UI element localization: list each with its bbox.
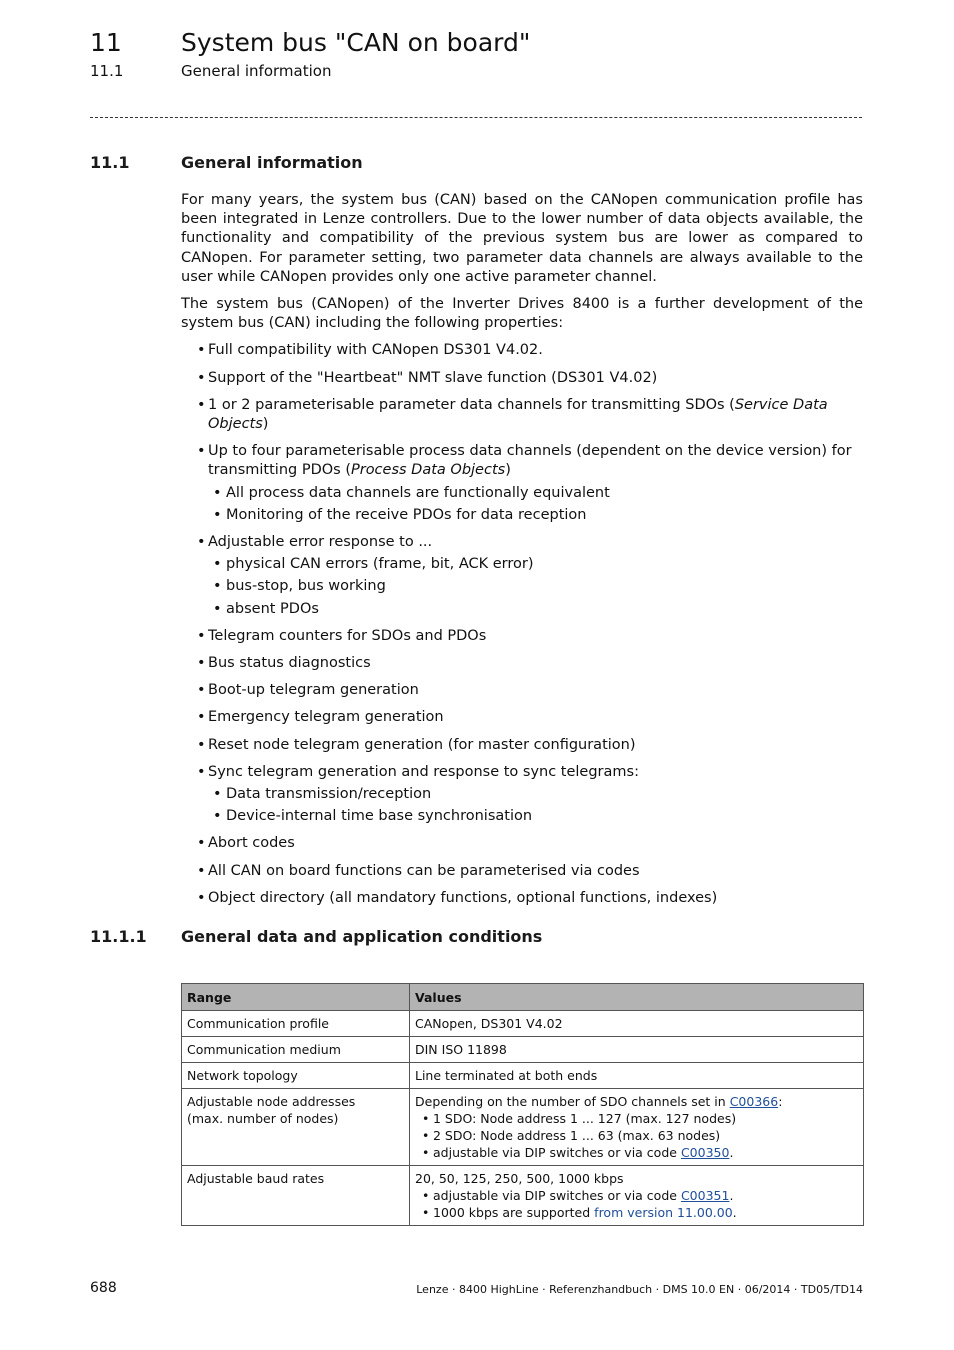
header-section-number: 11.1	[90, 62, 124, 80]
list-item: • Object directory (all mandatory functions, optional functions, indexes)	[181, 889, 863, 908]
section-title: General information	[181, 153, 363, 172]
code-link-c00351[interactable]: C00351	[680, 1188, 730, 1203]
range-cell: Communication profile	[182, 1011, 410, 1037]
list-item: • 1 or 2 parameterisable parameter data channels for transmitting SDOs (Service Data Objects)	[181, 396, 863, 434]
subsection-number: 11.1.1	[90, 927, 147, 946]
table-header-row	[182, 984, 864, 1011]
range-cell: Network topology	[182, 1063, 410, 1089]
version-link[interactable]: from version 11.00.00	[594, 1205, 733, 1220]
cell-list	[415, 1187, 858, 1221]
sub-list-item: • All process data channels are functionally equivalent	[208, 484, 863, 503]
range-cell: Adjustable node addresses (max. number of nodes)	[182, 1089, 410, 1166]
list-item: • Full compatibility with CANopen DS301 V4.02.	[181, 341, 863, 360]
intro-paragraph: For many years, the system bus (CAN) based on the CANopen communication profile has been integrated in Lenze controllers. Due to the lower number of data objects available, the functionality and compatibility of the previous system bus are lower as compared to CANopen. For parameter setting, two parameter data channels are always available to the user while CANopen provides only one active parameter channel.	[181, 192, 863, 285]
column-header-values: Values	[410, 984, 864, 1011]
value-cell: Line terminated at both ends	[410, 1063, 864, 1089]
column-header-range: Range	[182, 984, 410, 1011]
table-row	[182, 1011, 864, 1037]
list-item: • Up to four parameterisable process data channels (dependent on the device version) for transmitting PDOs (Process Data Objects) • All process data channels are functionally equivalent • Monitoring of the receive PDOs for data reception	[181, 442, 863, 525]
range-cell: Communication medium	[182, 1037, 410, 1063]
sub-list-item: • physical CAN errors (frame, bit, ACK error)	[208, 555, 863, 574]
range-cell: Adjustable baud rates	[182, 1166, 410, 1226]
value-cell: Depending on the number of SDO channels set in C00366: • 1 SDO: Node address 1 ... 127 (max. 127 nodes) • 2 SDO: Node address 1 ... 63 (max. 63 nodes) • adjustable via DIP switches or via code C00350.	[410, 1089, 864, 1166]
table-row	[182, 1166, 864, 1226]
list-item: • Telegram counters for SDOs and PDOs	[181, 627, 863, 646]
sub-list-item: • Device-internal time base synchronisation	[208, 807, 863, 826]
list-item: • Bus status diagnostics	[181, 654, 863, 673]
table-row	[182, 1089, 864, 1166]
cell-list-item: • adjustable via DIP switches or via code C00350.	[415, 1144, 858, 1161]
value-cell: 20, 50, 125, 250, 500, 1000 kbps • adjustable via DIP switches or via code C00351. • 1000 kbps are supported from version 11.00.00.	[410, 1166, 864, 1226]
chapter-title: System bus "CAN on board"	[181, 28, 531, 57]
properties-paragraph: The system bus (CANopen) of the Inverter Drives 8400 is a further development of the system bus (CAN) including the following properties:	[181, 296, 863, 332]
subsection-title: General data and application conditions	[181, 927, 543, 946]
chapter-number: 11	[90, 28, 122, 57]
cell-list-item: • 1 SDO: Node address 1 ... 127 (max. 127 nodes)	[415, 1110, 858, 1127]
cell-list	[415, 1110, 858, 1161]
header-divider	[90, 117, 862, 118]
value-cell: CANopen, DS301 V4.02	[410, 1011, 864, 1037]
sub-list-item: • bus-stop, bus working	[208, 577, 863, 596]
value-cell: DIN ISO 11898	[410, 1037, 864, 1063]
general-data-table	[181, 983, 864, 1226]
document-reference: Lenze · 8400 HighLine · Referenzhandbuch · DMS 10.0 EN · 06/2014 · TD05/TD14	[416, 1283, 863, 1296]
table-row	[182, 1063, 864, 1089]
list-item: • Reset node telegram generation (for master configuration)	[181, 736, 863, 755]
sub-list	[208, 555, 863, 619]
sub-list-item: • absent PDOs	[208, 600, 863, 619]
properties-list	[181, 341, 863, 908]
header-section-title: General information	[181, 62, 332, 80]
code-link-c00350[interactable]: C00350	[680, 1145, 730, 1160]
list-item: • Sync telegram generation and response to sync telegrams: • Data transmission/reception • Device-internal time base synchronisation	[181, 763, 863, 827]
sub-list-item: • Monitoring of the receive PDOs for data reception	[208, 506, 863, 525]
cell-list-item: • 1000 kbps are supported from version 11.00.00.	[415, 1204, 858, 1221]
sub-list-item: • Data transmission/reception	[208, 785, 863, 804]
cell-list-item: • adjustable via DIP switches or via code C00351.	[415, 1187, 858, 1204]
list-item: • Abort codes	[181, 834, 863, 853]
sub-list	[208, 484, 863, 525]
section-number: 11.1	[90, 153, 130, 172]
table-row	[182, 1037, 864, 1063]
list-item: • Adjustable error response to ... • physical CAN errors (frame, bit, ACK error) • bus-stop, bus working • absent PDOs	[181, 533, 863, 619]
list-item: • Boot-up telegram generation	[181, 681, 863, 700]
section-body	[181, 191, 863, 916]
cell-list-item: • 2 SDO: Node address 1 ... 63 (max. 63 nodes)	[415, 1127, 858, 1144]
list-item: • All CAN on board functions can be parameterised via codes	[181, 862, 863, 881]
list-item: • Support of the "Heartbeat" NMT slave function (DS301 V4.02)	[181, 369, 863, 388]
page-number: 688	[90, 1280, 117, 1296]
sub-list	[208, 785, 863, 826]
list-item: • Emergency telegram generation	[181, 708, 863, 727]
code-link-c00366[interactable]: C00366	[729, 1094, 779, 1109]
